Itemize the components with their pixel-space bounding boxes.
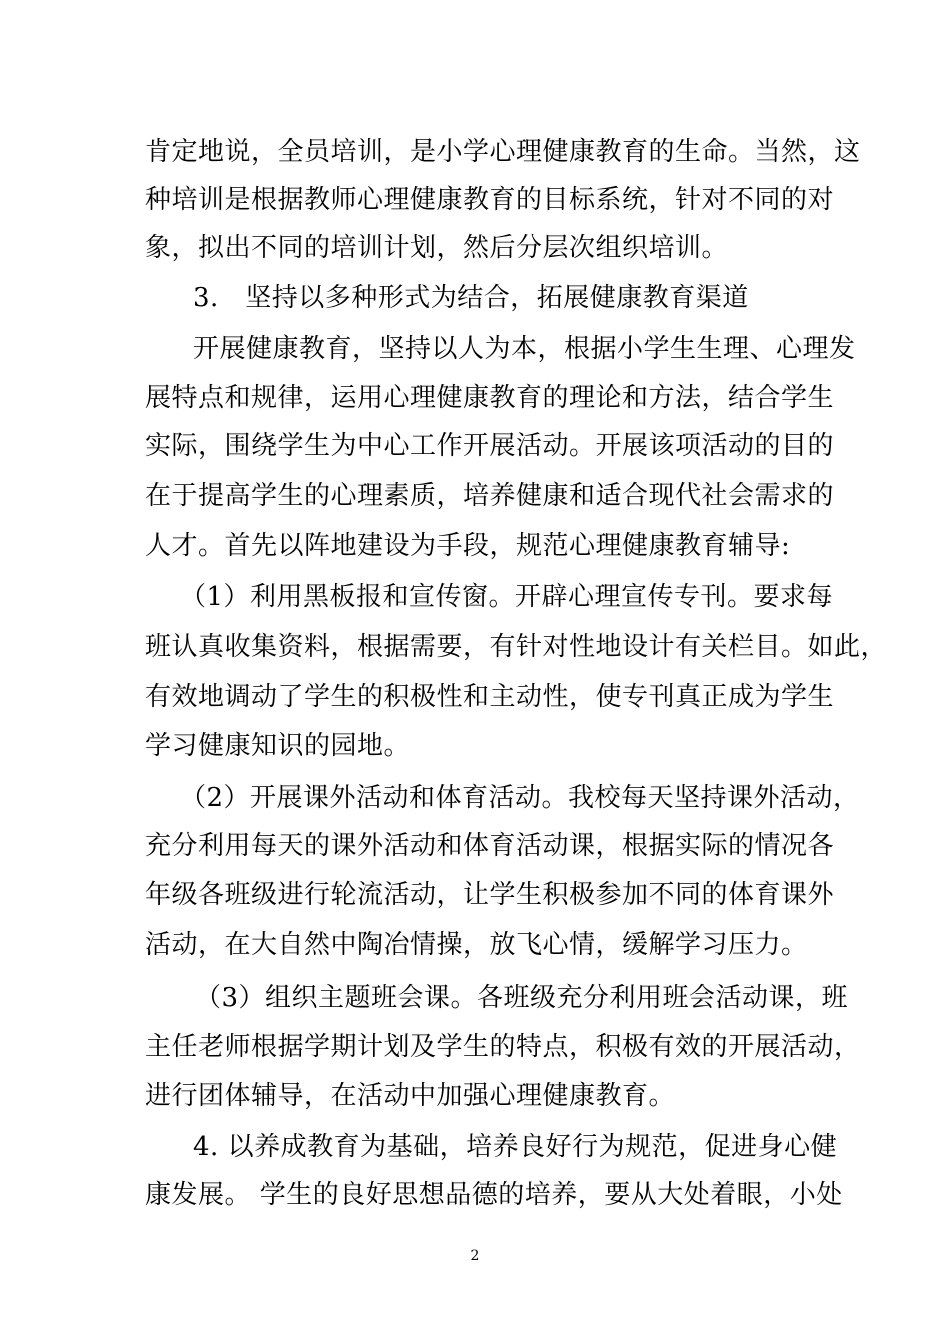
body-text-line: 班认真收集资料，根据需要，有针对性地设计有关栏目。如此，	[145, 632, 888, 662]
body-text-line: 种培训是根据教师心理健康教育的目标系统，针对不同的对	[145, 185, 835, 215]
body-text-line: 实际，围绕学生为中心工作开展活动。开展该项活动的目的	[145, 431, 835, 461]
section-heading: 4. 以养成教育为基础，培养良好行为规范，促进身心健	[193, 1132, 838, 1162]
list-item-text: （3）组织主题班会课。各班级充分利用班会活动课，班	[195, 983, 849, 1013]
body-text-line: 主任老师根据学期计划及学生的特点，积极有效的开展活动，	[145, 1032, 861, 1062]
section-heading: 3. 坚持以多种形式为结合，拓展健康教育渠道	[193, 283, 749, 313]
body-text-line: 肯定地说，全员培训，是小学心理健康教育的生命。当然，这	[145, 137, 861, 167]
body-text-line: 进行团体辅导，在活动中加强心理健康教育。	[145, 1081, 676, 1111]
body-text-line: 活动，在大自然中陶冶情操，放飞心情，缓解学习压力。	[145, 930, 808, 960]
body-text-line: 康发展。 学生的良好思想品德的培养，要从大处着眼，小处	[145, 1180, 843, 1210]
body-text-line: 充分利用每天的课外活动和体育活动课，根据实际的情况各	[145, 831, 835, 861]
list-item-text: （1）利用黑板报和宣传窗。开辟心理宣传专刊。要求每	[180, 582, 834, 612]
body-text-line: 年级各班级进行轮流活动，让学生积极参加不同的体育课外	[145, 880, 835, 910]
body-text-line: 人才。首先以阵地建设为手段，规范心理健康教育辅导:	[145, 531, 791, 561]
page-number: 2	[470, 1248, 480, 1264]
body-text-line: 在于提高学生的心理素质，培养健康和适合现代社会需求的	[145, 481, 835, 511]
body-text-line: 展特点和规律，运用心理健康教育的理论和方法，结合学生	[145, 383, 835, 413]
body-text-line: 学习健康知识的园地。	[145, 731, 411, 761]
list-item-text: （2）开展课外活动和体育活动。我校每天坚持课外活动，	[180, 783, 860, 813]
body-text-line: 开展健康教育，坚持以人为本，根据小学生生理、心理发	[193, 334, 856, 364]
body-text-line: 有效地调动了学生的积极性和主动性，使专刊真正成为学生	[145, 682, 835, 712]
body-text-line: 象，拟出不同的培训计划，然后分层次组织培训。	[145, 233, 729, 263]
